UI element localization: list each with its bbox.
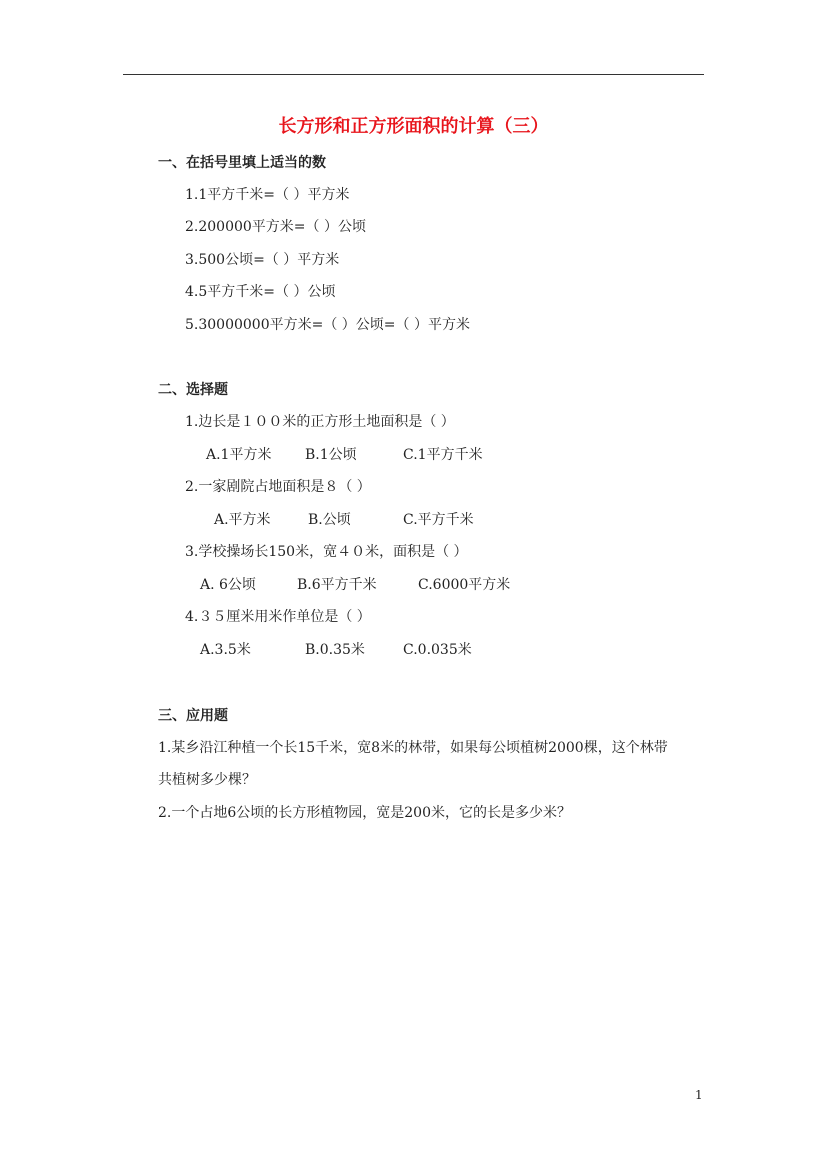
section-3-heading: 三、应用题 [158,708,228,724]
fill-blank-item-1: 1.1平方千米=（ ）平方米 [185,187,350,203]
choice-option: B.0.35米 [305,642,365,658]
fill-blank-item-4: 4.5平方千米=（ ）公顷 [185,284,336,300]
choice-question-2: 2.一家剧院占地面积是８（ ） [185,479,371,495]
choice-option: A. 6公顷 [200,577,256,593]
word-problem-2: 2.一个占地6公顷的长方形植物园，宽是200米，它的长是多少米？ [158,805,571,821]
word-problem-1-continued: 共植树多少棵？ [158,772,256,788]
choice-option: A.平方米 [214,512,271,528]
choice-question-1: 1.边长是１００米的正方形土地面积是（ ） [185,414,455,430]
choice-option: A.1平方米 [206,447,272,463]
choice-option: C.1平方千米 [403,447,483,463]
choice-option: C.0.035米 [403,642,472,658]
choice-option: B.公顷 [308,512,351,528]
page-title: 长方形和正方形面积的计算（三） [278,116,549,137]
page-number: 1 [695,1088,703,1102]
word-problem-1: 1.某乡沿江种植一个长15千米，宽8米的林带，如果每公顷植树2000棵，这个林带 [158,740,668,756]
choice-option: B.6平方千米 [297,577,377,593]
fill-blank-item-2: 2.200000平方米=（ ）公顷 [185,219,366,235]
choice-question-3: 3.学校操场长150米，宽４０米，面积是（ ） [185,544,468,560]
section-2-heading: 二、选择题 [158,382,228,398]
choice-option: C.平方千米 [403,512,474,528]
section-1-heading: 一、在括号里填上适当的数 [158,155,326,171]
fill-blank-item-3: 3.500公顷=（ ）平方米 [185,252,340,268]
choice-question-4: 4.３５厘米用米作单位是（ ） [185,609,371,625]
choice-option: A.3.5米 [200,642,251,658]
fill-blank-item-5: 5.30000000平方米=（ ）公顷=（ ）平方米 [185,317,470,333]
header-rule [123,74,704,75]
choice-option: C.6000平方米 [418,577,511,593]
choice-option: B.1公顷 [305,447,357,463]
